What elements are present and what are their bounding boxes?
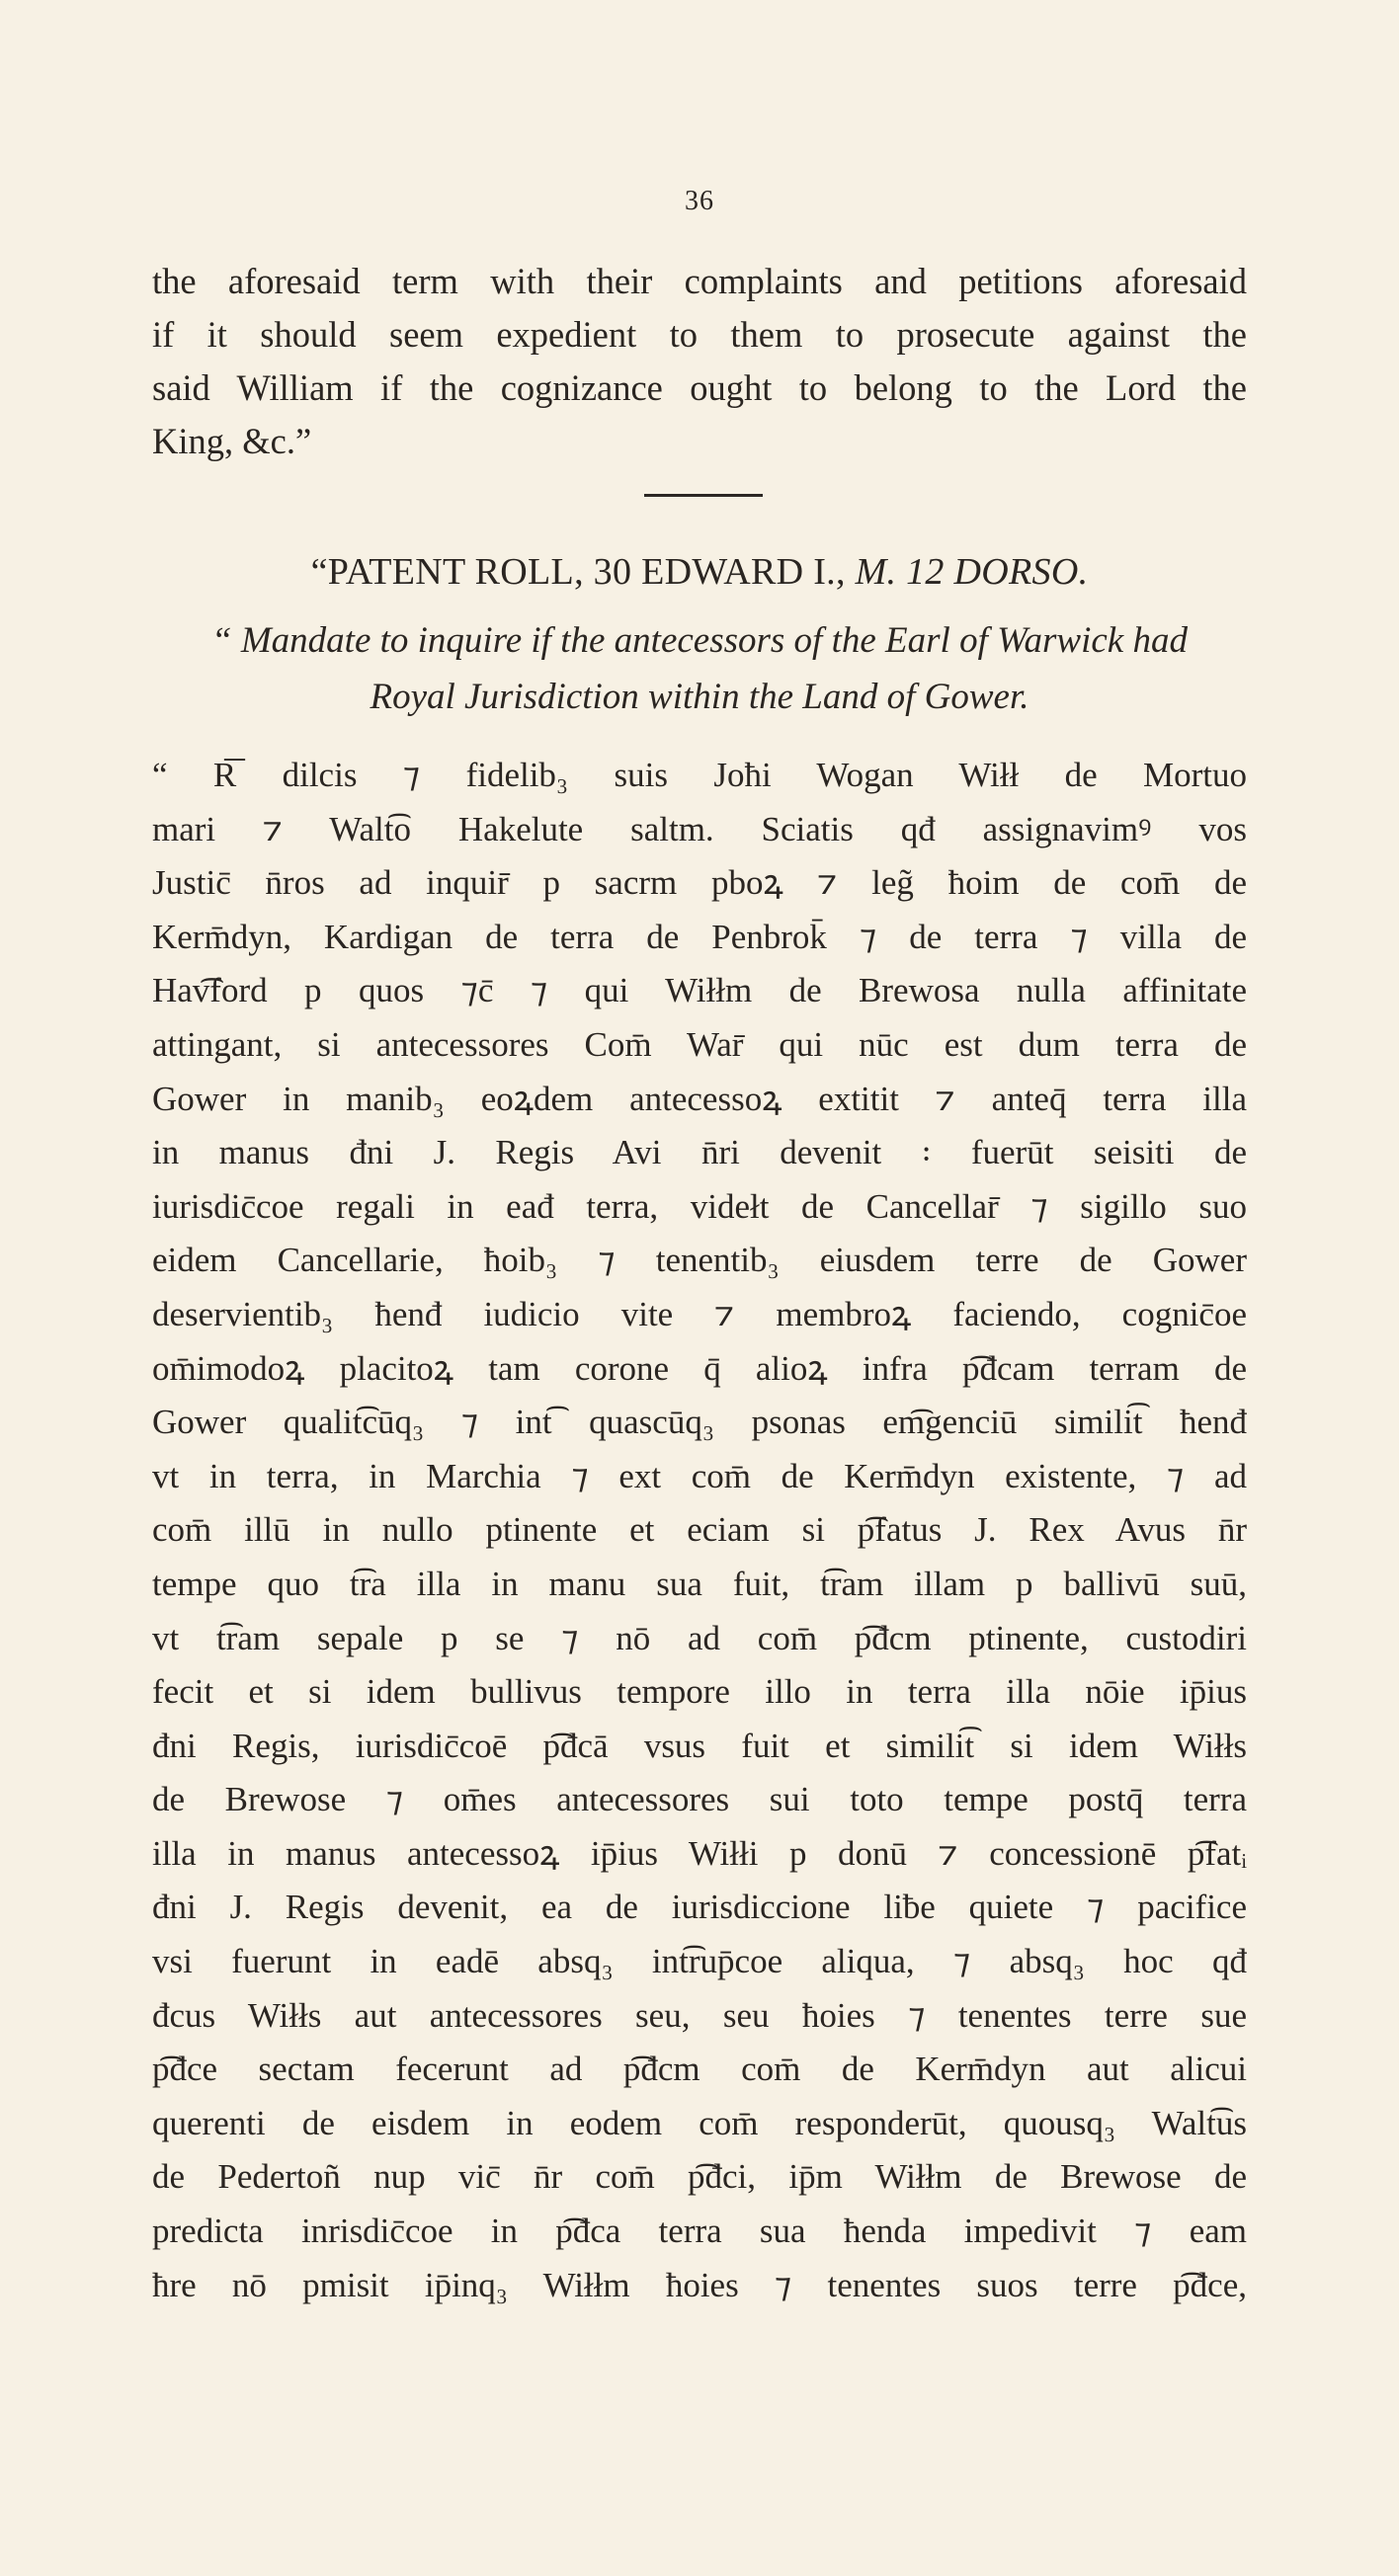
latin-line: querenti de eisdem in eodem com̄ responderūt, quousq₃ Walt͡us [152, 2103, 1247, 2142]
opening-paragraph [152, 255, 1247, 468]
latin-line: illa in manus antecessoꝝ ip̄ius Wiłłi p donū ⁊ concessionē p͡fatᵢ [152, 1833, 1247, 1873]
subheading-line: Royal Jurisdiction within the Land of Gower. [370, 677, 1029, 717]
latin-line: Gower qualit͡cūq₃ ⁊ int͡ quascūq₃ psonas em͡genciū simili͡t ħenđ [152, 1403, 1247, 1442]
latin-line: vsi fuerunt in eadē absq₃ int͡rup̄coe aliqua, ⁊ absq₃ hoc qđ [152, 1942, 1247, 1981]
latin-line: ħre nō pmisit ip̄inq₃ Wiłłm ħoies ⁊ tenentes suos terre p͡đce, [152, 2265, 1247, 2304]
latin-line: mari ⁊ Walt͡o Hakelute saltm. Sciatis qđ assignavimꝰ vos [152, 809, 1247, 848]
latin-line: de Pedertoñ nup vic̄ n̄r com̄ p͡đci, ip̄m Wiłłm de Brewose de [152, 2157, 1247, 2197]
latin-line: đni Regis, iurisdic̄coē p͡đcā vsus fuit et simili͡t si idem Wiłłs [152, 1726, 1247, 1765]
section-divider [644, 494, 763, 497]
text-line: King, &c.” [152, 421, 312, 461]
latin-transcription [152, 749, 1247, 2312]
section-heading [152, 545, 1247, 599]
latin-line: p͡đce sectam fecerunt ad p͡đcm com̄ de Kerm̄dyn aut alicui [152, 2050, 1247, 2089]
latin-line: “ R͞ dilcis ⁊ fidelib₃ suis Joħi Wogan Wiłł de Mortuo [152, 756, 1247, 794]
latin-line: vt t͡ram sepale p se ⁊ nō ad com̄ p͡đcm ptinente, custodiri [152, 1618, 1247, 1657]
text-line: said William if the cognizance ought to belong to the Lord the [152, 367, 1247, 408]
latin-line: iurisdic̄coe regali in eađ terra, videłt de Cancellar̄ ⁊ sigillo suo [152, 1186, 1247, 1226]
latin-line: fecit et si idem bullivus tempore illo in terra illa nōie ip̄ius [152, 1672, 1247, 1712]
page-number: 36 [685, 186, 714, 216]
text-line: if it should seem expedient to them to prosecute against the [152, 314, 1247, 355]
latin-line: in manus đni J. Regis Avi n̄ri devenit ꞉ fuerūt seisiti de [152, 1133, 1247, 1172]
section-subheading [152, 612, 1247, 725]
latin-line: com̄ illū in nullo ptinente et eciam si p͡fatus J. Rex Avus n̄r [152, 1510, 1247, 1550]
text-line: the aforesaid term with their complaints and petitions aforesaid [152, 261, 1247, 301]
latin-line: đni J. Regis devenit, ea de iurisdiccione liƀe quiete ⁊ pacifice [152, 1888, 1247, 1927]
subheading-line: “ Mandate to inquire if the antecessors of the Earl of Warwick had [211, 620, 1188, 661]
latin-line: de Brewose ⁊ om̄es antecessores sui toto tempe postq̄ terra [152, 1780, 1247, 1819]
heading-membrane: M. 12 DORSO. [855, 551, 1089, 593]
latin-line: Hav͡ford p quos ⁊c̄ ⁊ qui Wiłłm de Brewosa nulla affinitate [152, 971, 1247, 1010]
latin-line: Justic̄ n̄ros ad inquir̄ p sacrm pboꝝ ⁊ leg̃ ħoim de com̄ de [152, 863, 1247, 903]
latin-line: Kerm̄dyn, Kardigan de terra de Penbrok̄ ⁊ de terra ⁊ villa de [152, 917, 1247, 956]
latin-line: vt in terra, in Marchia ⁊ ext com̄ de Kerm̄dyn existente, ⁊ ad [152, 1456, 1247, 1495]
heading-title: “PATENT ROLL, 30 EDWARD I., [310, 551, 846, 593]
latin-line: eidem Cancellarie, ħoib₃ ⁊ tenentib₃ eiusdem terre de Gower [152, 1241, 1247, 1280]
latin-line: đcus Wiłłs aut antecessores seu, seu ħoies ⁊ tenentes terre sue [152, 1995, 1247, 2035]
latin-line: predicta inrisdic̄coe in p͡đca terra sua ħenda impedivit ⁊ eam [152, 2212, 1247, 2251]
latin-line: deservientib₃ ħenđ iudicio vite ⁊ membroꝝ faciendo, cognic̄oe [152, 1294, 1247, 1333]
latin-line: Gower in manib₃ eoꝝdem antecessoꝝ extitit ⁊ anteq̄ terra illa [152, 1079, 1247, 1118]
latin-line: attingant, si antecessores Com̄ War̄ qui nūc est dum terra de [152, 1024, 1247, 1064]
latin-line: tempe quo t͡ra illa in manu sua fuit, t͡ram illam p ballivū suū, [152, 1564, 1247, 1603]
latin-line: om̄imodoꝝ placitoꝝ tam corone q̄ alioꝝ infra p͡đcam terram de [152, 1348, 1247, 1388]
